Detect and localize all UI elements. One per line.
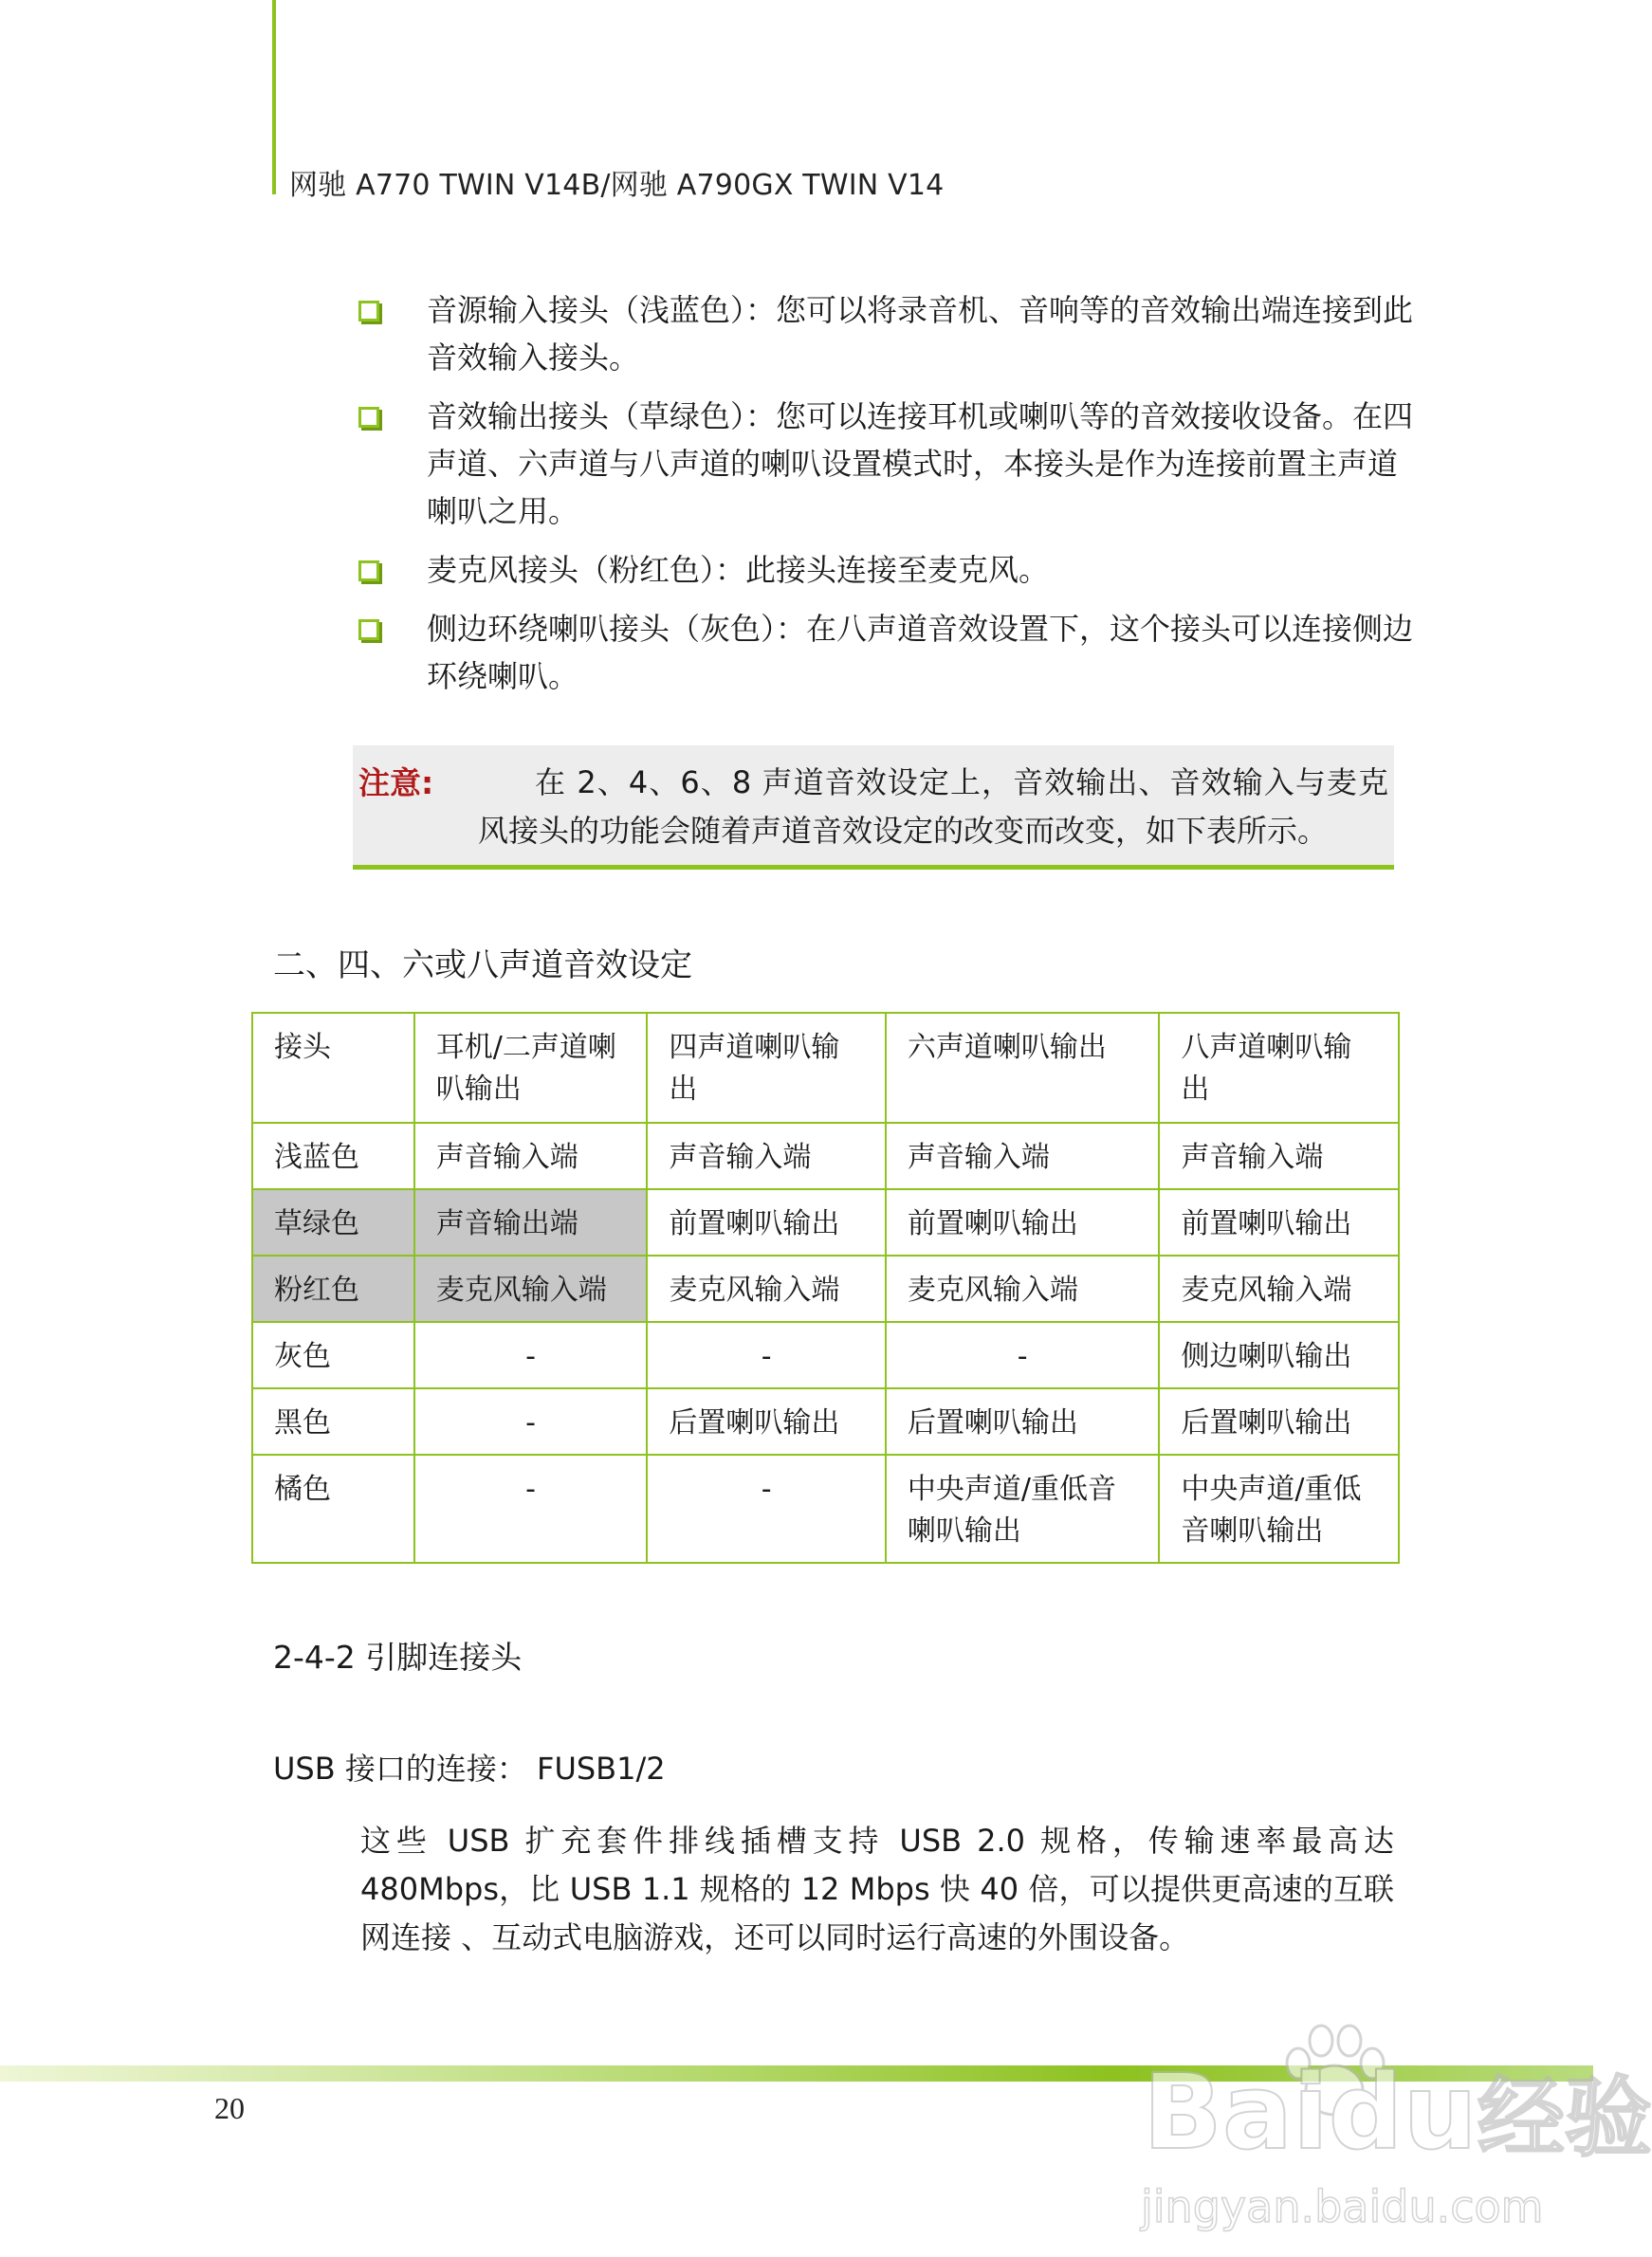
table-row <box>252 1256 1399 1322</box>
table-cell: - <box>414 1455 648 1563</box>
connector-bullet-list <box>358 286 1421 711</box>
table-cell: 声音输入端 <box>647 1123 886 1189</box>
table-cell: - <box>647 1455 886 1563</box>
table-row <box>252 1455 1399 1563</box>
table-cell: 麦克风输入端 <box>647 1256 886 1322</box>
checkbox-bullet-icon <box>358 619 379 640</box>
table-cell: 后置喇叭输出 <box>886 1388 1159 1455</box>
table-cell: 中央声道/重低音喇叭输出 <box>1159 1455 1399 1563</box>
baidu-watermark <box>1133 2010 1652 2248</box>
table-cell: 前置喇叭输出 <box>647 1189 886 1256</box>
table-cell: 麦克风输入端 <box>414 1256 648 1322</box>
section-title: 二、四、六或八声道音效设定 <box>273 946 692 984</box>
usb-title: USB 接口的连接： FUSB1/2 <box>273 1751 666 1787</box>
table-cell: 前置喇叭输出 <box>1159 1189 1399 1256</box>
table-cell: 声音输出端 <box>414 1189 648 1256</box>
bullet-text: 侧边环绕喇叭接头（灰色）：在八声道音效设置下，这个接头可以连接侧边环绕喇叭。 <box>427 611 1414 694</box>
bullet-text: 麦克风接头（粉红色）：此接头连接至麦克风。 <box>427 552 1050 588</box>
table-header-cell: 接头 <box>252 1013 414 1123</box>
bullet-text: 音效输出接头（草绿色）：您可以连接耳机或喇叭等的音效接收设备。在四声道、六声道与八声道的喇叭设置模式时，本接头是作为连接前置主声道喇叭之用。 <box>427 398 1414 529</box>
table-cell: 草绿色 <box>252 1189 414 1256</box>
table-cell: 侧边喇叭输出 <box>1159 1322 1399 1388</box>
bullet-line-in <box>358 286 1421 381</box>
table-cell: 后置喇叭输出 <box>1159 1388 1399 1455</box>
table-row <box>252 1322 1399 1388</box>
table-header-cell: 四声道喇叭输出 <box>647 1013 886 1123</box>
table-header-row <box>252 1013 1399 1123</box>
table-cell: 粉红色 <box>252 1256 414 1322</box>
table-cell: - <box>414 1388 648 1455</box>
watermark-url: jingyan.baidu.com <box>1141 2181 1544 2232</box>
note-text: 在 2、4、6、8 声道音效设定上，音效输出、音效输入与麦克风接头的功能会随着声道音效设定的改变而改变，如下表所示。 <box>478 764 1388 849</box>
checkbox-bullet-icon <box>358 407 379 428</box>
bullet-mic <box>358 546 1421 594</box>
table-cell: 浅蓝色 <box>252 1123 414 1189</box>
watermark-logo-du: du <box>1328 2051 1478 2173</box>
table-cell: 中央声道/重低音喇叭输出 <box>886 1455 1159 1563</box>
table-row <box>252 1388 1399 1455</box>
watermark-logo-cn: 经验 <box>1477 2067 1652 2169</box>
header-accent-line <box>272 0 276 194</box>
table-cell: 声音输入端 <box>886 1123 1159 1189</box>
table-cell: - <box>647 1322 886 1388</box>
table-header-cell: 耳机/二声道喇叭输出 <box>414 1013 648 1123</box>
watermark-logo-bai: Bai <box>1143 2051 1329 2173</box>
watermark-logo <box>1143 2048 1652 2174</box>
subheading-pin-headers: 2-4-2 引脚连接头 <box>273 1639 523 1676</box>
table-cell: 橘色 <box>252 1455 414 1563</box>
table-row <box>252 1123 1399 1189</box>
table-cell: 声音输入端 <box>1159 1123 1399 1189</box>
table-row <box>252 1189 1399 1256</box>
bullet-side-surround <box>358 605 1421 700</box>
table-cell: 麦克风输入端 <box>886 1256 1159 1322</box>
usb-description: 这些 USB 扩充套件排线插槽支持 USB 2.0 规格，传输速率最高达 480Mbps，比 USB 1.1 规格的 12 Mbps 快 40 倍，可以提供更高速的互联网连接 、互动式电脑游戏，还可以同时运行高速的外围设备。 <box>360 1823 1394 1955</box>
table-cell: 后置喇叭输出 <box>647 1388 886 1455</box>
checkbox-bullet-icon <box>358 301 379 321</box>
page-number: 20 <box>214 2091 245 2125</box>
note-label: 注意: <box>358 764 434 801</box>
bullet-line-out <box>358 393 1421 535</box>
checkbox-bullet-icon <box>358 560 379 581</box>
audio-channel-table <box>251 1012 1400 1564</box>
table-cell: 声音输入端 <box>414 1123 648 1189</box>
table-cell: 前置喇叭输出 <box>886 1189 1159 1256</box>
table-cell: 黑色 <box>252 1388 414 1455</box>
note-box <box>353 745 1394 870</box>
table-cell: - <box>886 1322 1159 1388</box>
table-cell: 灰色 <box>252 1322 414 1388</box>
table-header-cell: 八声道喇叭输出 <box>1159 1013 1399 1123</box>
page-header-title: 网驰 A770 TWIN V14B/网驰 A790GX TWIN V14 <box>289 169 945 202</box>
table-header-cell: 六声道喇叭输出 <box>886 1013 1159 1123</box>
table-cell: 麦克风输入端 <box>1159 1256 1399 1322</box>
bullet-text: 音源输入接头（浅蓝色）：您可以将录音机、音响等的音效输出端连接到此音效输入接头。 <box>427 292 1414 376</box>
table-cell: - <box>414 1322 648 1388</box>
